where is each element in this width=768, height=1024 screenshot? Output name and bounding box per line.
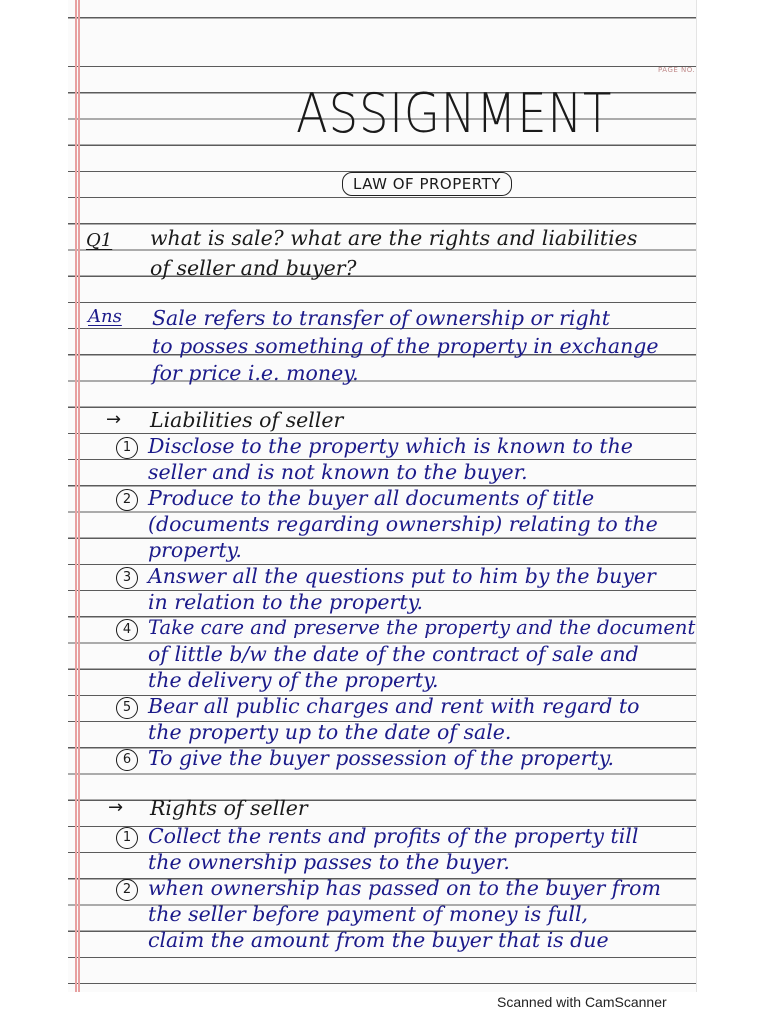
answer-label: Ans — [88, 306, 122, 327]
right-line: Collect the rents and profits of the property till — [148, 824, 639, 848]
right-line: the seller before payment of money is full, — [148, 902, 589, 926]
liability-line: of little b/w the date of the contract of sale and — [148, 642, 639, 666]
item-number: 2 — [116, 489, 138, 511]
liability-line: the delivery of the property. — [148, 668, 439, 692]
arrow-icon: → — [108, 797, 124, 818]
right-line: the ownership passes to the buyer. — [148, 850, 510, 874]
liability-line: seller and is not known to the buyer. — [148, 460, 528, 484]
item-number: 3 — [116, 567, 138, 589]
notebook-page — [68, 0, 697, 992]
liability-line: Take care and preserve the property and the document — [148, 616, 696, 639]
liability-line: in relation to the property. — [148, 590, 423, 614]
right-line: claim the amount from the buyer that is due — [148, 928, 609, 952]
liability-line: property. — [148, 538, 242, 562]
question-line: what is sale? what are the rights and liabilities — [150, 226, 638, 250]
section-heading-liabilities: Liabilities of seller — [150, 408, 344, 432]
right-line: when ownership has passed on to the buyer from — [148, 876, 661, 900]
question-line: of seller and buyer? — [150, 256, 357, 280]
liability-line: To give the buyer possession of the property. — [148, 746, 615, 770]
answer-line: to posses something of the property in exchange — [152, 334, 659, 358]
item-number: 6 — [116, 749, 138, 771]
item-number: 1 — [116, 437, 138, 459]
liability-line: Disclose to the property which is known to the — [148, 434, 633, 458]
liability-line: the property up to the date of sale. — [148, 720, 512, 744]
item-number: 1 — [116, 827, 138, 849]
liability-line: Bear all public charges and rent with regard to — [148, 694, 640, 718]
liability-line: (documents regarding ownership) relating to the — [148, 512, 658, 536]
page-subtitle: LAW OF PROPERTY — [342, 172, 512, 196]
answer-line: Sale refers to transfer of ownership or right — [152, 306, 611, 330]
scanner-watermark: Scanned with CamScanner — [497, 994, 667, 1010]
margin-line — [78, 0, 80, 992]
answer-line: for price i.e. money. — [152, 361, 359, 385]
section-heading-rights: Rights of seller — [150, 796, 308, 820]
liability-line: Answer all the questions put to him by the buyer — [148, 564, 656, 588]
margin-line — [75, 0, 77, 992]
liability-line: Produce to the buyer all documents of title — [148, 486, 595, 510]
page-number-label: PAGE NO. — [658, 66, 696, 74]
page-title: ASSIGNMENT — [296, 82, 613, 145]
item-number: 4 — [116, 619, 138, 641]
arrow-icon: → — [106, 409, 122, 430]
item-number: 5 — [116, 697, 138, 719]
question-label: Q1 — [86, 230, 113, 251]
item-number: 2 — [116, 879, 138, 901]
